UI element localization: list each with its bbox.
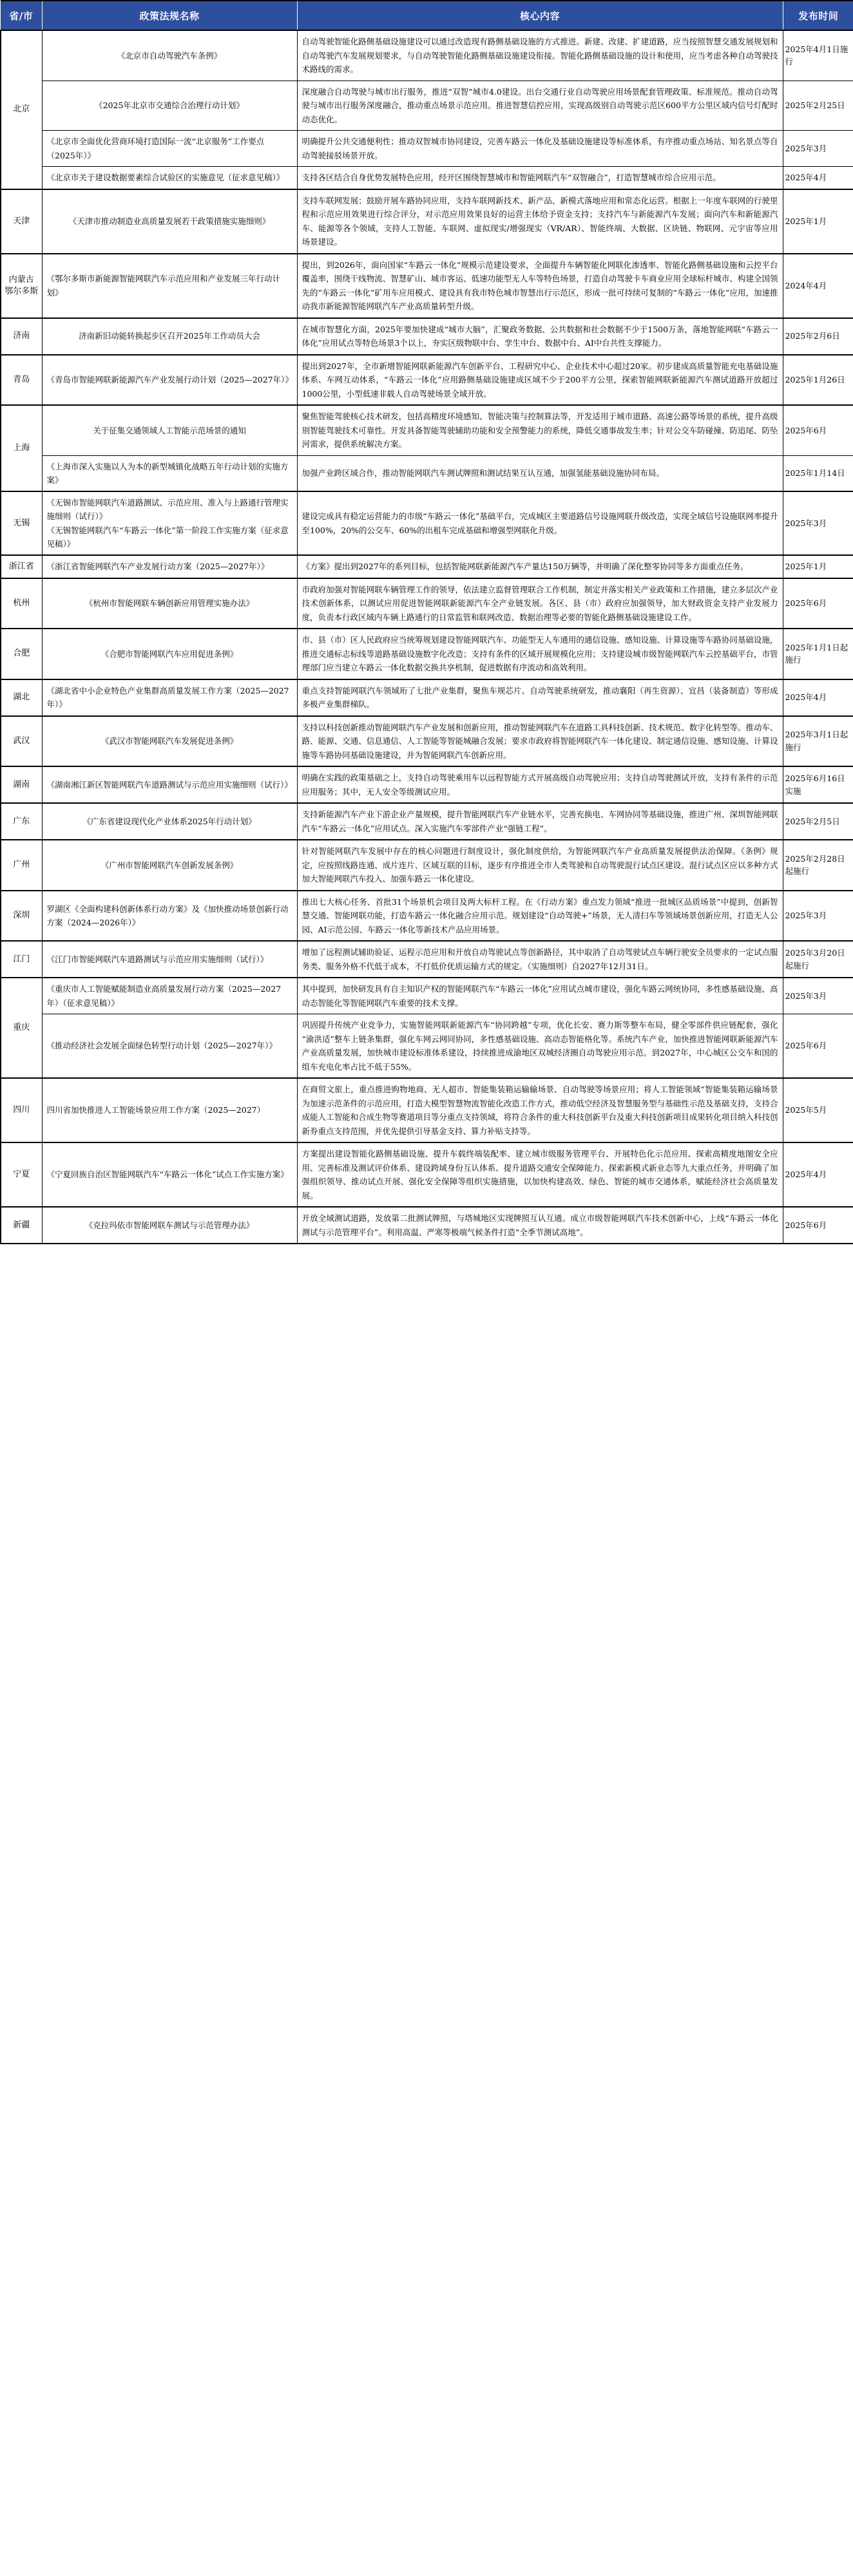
release-time-cell: 2025年1月 — [783, 555, 853, 578]
release-time-cell: 2024年4月 — [783, 254, 853, 318]
policy-name-cell: 济南新旧动能转换起步区召开2025年工作动员大会 — [42, 318, 297, 355]
table-row — [1, 803, 853, 840]
table-header — [1, 1, 853, 30]
table-row — [1, 80, 853, 131]
policy-name-cell: 《武汉市智能网联汽车发展促进条例》 — [42, 716, 297, 767]
policy-name-cell: 《杭州市智能网联车辆创新应用管理实施办法》 — [42, 578, 297, 629]
policy-name-cell: 《浙江省智能网联汽车产业发展行动方案（2025—2027年）》 — [42, 555, 297, 578]
table-row — [1, 405, 853, 455]
table-row — [1, 555, 853, 578]
core-content-cell: 推出七大核心任务、首批31个场景机会项目及两大标杆工程。在《行动方案》重点发力领域“推进一批城区品质场景”中提到，创新智慧交通、智能网联功能，打造车路云一体化融合应用示范。规划建设“自动驾驶+”场景，无人清扫车等领域场景创新应用，打造无人公园、AI示范公园、车路云一体化等新技术产品应用场景。 — [297, 891, 783, 942]
policy-name-cell: 《湖北省中小企业特色产业集群高质量发展工作方案（2025—2027年）》 — [42, 679, 297, 716]
core-content-cell: 其中提到，加快研发具有自主知识产权的智能网联汽车“车路云一体化”应用试点城市建设，强化车路云网统协同，多性感基础设施、高动态智能化等智能网联汽车重要的技术支撑。 — [297, 978, 783, 1014]
province-cell: 北京 — [1, 30, 42, 189]
core-content-cell: 重点支持智能网联汽车领域珩了七批产业集群，聚焦车规芯片、自动驾驶系统研发，推动襄阳（再生资源）、宜昌（装备制造）等形成多极产业集群梯队。 — [297, 679, 783, 716]
province-cell: 上海 — [1, 405, 42, 491]
policy-name-cell: 《重庆市人工智能赋能制造业高质量发展行动方案（2025—2027年）（征求意见稿）》 — [42, 978, 297, 1014]
province-cell: 广东 — [1, 803, 42, 840]
core-content-cell: 在城市智慧化方面，2025年要加快建成“城市大脑”，汇聚政务数据、公共数据和社会数据不少于1500万条，落地智能网联“车路云一体化”应用试点等特色场景3个以上，夯实区级物联中台、孪生中台、数据中台、AI中台共性支撑能力。 — [297, 318, 783, 355]
table-row — [1, 355, 853, 406]
table-row — [1, 318, 853, 355]
province-cell: 新疆 — [1, 1207, 42, 1244]
policy-name-cell: 《江门市智能网联汽车道路测试与示范应用实施细则（试行）》 — [42, 941, 297, 978]
province-cell: 合肥 — [1, 629, 42, 679]
table-row — [1, 578, 853, 629]
table-row — [1, 978, 853, 1014]
release-time-cell: 2025年3月20日起施行 — [783, 941, 853, 978]
table-row — [1, 716, 853, 767]
release-time-cell: 2025年3月 — [783, 978, 853, 1014]
core-content-cell: 方案提出建设智能化路侧基础设施、提升车载终端装配率、建立城市级服务管理平台、开展特色化示范应用、探索高精度地图安全应用、完善标准及测试评价体系、建设跨域身份互认体系、提升道路交通安全保障能力、探索新模式新业态等九大重点任务，并明确了加强组织领导、推动试点开展、强化安全保障等组织实施措施，以加快构建高效、绿色、智能的城市交通体系，赋能经济社会高质量发展。 — [297, 1142, 783, 1207]
policy-name-cell: 《合肥市智能网联汽车应用促进条例》 — [42, 629, 297, 679]
release-time-cell: 2025年2月28日起施行 — [783, 840, 853, 891]
policy-name-cell: 《克拉玛依市智能网联车测试与示范管理办法》 — [42, 1207, 297, 1244]
release-time-cell: 2025年1月14日 — [783, 455, 853, 491]
province-cell: 江门 — [1, 941, 42, 978]
table-row — [1, 189, 853, 254]
core-content-cell: 支持车联网发展；鼓励开展车路协同应用，支持车联网新技术、新产品、新模式落地应用和常态化运营。根据上一年度车联网的行驶里程和示范应用效果进行综合评分，对示范应用效果良好的运营主体给予资金支持；支持汽车与新能源汽车发展；面向汽车和新能源汽车、能源等各个领域，支持人工智能、车联网、虚拟现实/增强现实（VR/AR）、智能终端、大数据、区块链、物联网、元宇宙等应用场景建设。 — [297, 189, 783, 254]
province-cell: 无锡 — [1, 491, 42, 555]
release-time-cell: 2025年1月1日起施行 — [783, 629, 853, 679]
column-header-province: 省/市 — [1, 1, 42, 30]
release-time-cell: 2025年4月 — [783, 679, 853, 716]
release-time-cell: 2025年6月 — [783, 578, 853, 629]
core-content-cell: 开放全域测试道路，发放第二批测试牌照，与塔城地区实现牌照互认互通。成立市级智能网联汽车技术创新中心，上线“车路云一体化测试与示范管理平台”。利用高温、严寒等极端气候条件打造“全季节测试高地”。 — [297, 1207, 783, 1244]
policy-name-cell: 四川省加快推进人工智能场景应用工作方案（2025—2027） — [42, 1078, 297, 1142]
release-time-cell: 2025年2月25日 — [783, 80, 853, 131]
release-time-cell: 2025年6月 — [783, 1014, 853, 1079]
table-row — [1, 840, 853, 891]
core-content-cell: 提出，到2026年，面向国家“车路云一体化”规模示范建设要求，全面提升车辆智能化网联化渗透率、智能化路侧基础设施和云控平台覆盖率，围绕干线物流、智慧矿山、城市客运、低速功能型无人车等特色场景，打造自动驾驶卡车商业应用全球标杆城市、构建全国领先的“车路云一体化”矿用车应用模式、建设具有我市特色城市智慧出行示范区，形成一批可持续可复制的“车路云一体化”应用，加速推动我市新能源智能网联汽车产业高质量转型升级。 — [297, 254, 783, 318]
release-time-cell: 2025年4月 — [783, 1142, 853, 1207]
table-row — [1, 629, 853, 679]
province-cell: 济南 — [1, 318, 42, 355]
table-row — [1, 131, 853, 167]
release-time-cell: 2025年2月5日 — [783, 803, 853, 840]
table-row — [1, 254, 853, 318]
province-cell: 广州 — [1, 840, 42, 891]
column-header-policy-name: 政策法规名称 — [42, 1, 297, 30]
release-time-cell: 2025年6月 — [783, 405, 853, 455]
core-content-cell: 加强产业跨区域合作，推动智能网联汽车测试牌照和测试结果互认互通，加强氢能基础设施协同布局。 — [297, 455, 783, 491]
policy-name-cell: 《2025年北京市交通综合治理行动计划》 — [42, 80, 297, 131]
policy-name-cell: 《湖南湘江新区智能网联汽车道路测试与示范应用实施细则（试行）》 — [42, 766, 297, 803]
policy-name-cell: 关于征集交通领域人工智能示范场景的通知 — [42, 405, 297, 455]
policy-name-cell: 《鄂尔多斯市新能源智能网联汽车示范应用和产业发展三年行动计划》 — [42, 254, 297, 318]
release-time-cell: 2025年2月6日 — [783, 318, 853, 355]
policy-name-cell: 《北京市全面优化营商环境打造国际一流“北京服务”工作要点（2025年）》 — [42, 131, 297, 167]
table-row — [1, 1142, 853, 1207]
core-content-cell: 聚焦智能驾驶核心技术研发，包括高精度环境感知、智能决策与控制算法等，开发适用于城市道路、高速公路等场景的系统，提升高级别智能驾驶技术可靠性。开发具备智能驾驶辅助功能和安全预警能力的系统，降低交通事故发生率；针对公交车防碰撞、防追尾、防坠河需求，提供系统解决方案。 — [297, 405, 783, 455]
table-row — [1, 891, 853, 942]
table-row — [1, 1014, 853, 1079]
table-row — [1, 941, 853, 978]
core-content-cell: 市、县（市）区人民政府应当统筹规划建设智能网联汽车、功能型无人车通用的通信设施、感知设施、计算设施等车路协同基础设施，推进交通标志标线等道路基础设施数字化改造；支持有条件的区域开展规模化应用；支持建设城市级智能网联汽车云控基础平台，市管理部门应当建立车路云一体化数据交换共享机制，促进数据有序流动和高效利用。 — [297, 629, 783, 679]
core-content-cell: 支持各区结合自身优势发展特色应用，经开区围绕智慧城市和智能网联汽车“双智融合”，打造智慧城市综合应用示范。 — [297, 167, 783, 189]
core-content-cell: 支持新能源汽车产业下游企业产量规模，提升智能网联汽车产业链水平，完善充换电、车网协同等基础设施，推进广州、深圳智能网联汽车“车路云一体化”应用试点。深入实施汽车零部件产业“强链工程”。 — [297, 803, 783, 840]
core-content-cell: 明确提升公共交通便利性；推动双智城市协同建设，完善车路云一体化及基础设施建设等标准体系，有序推动重点场站、知名景点等自动驾驶接驳场景开放。 — [297, 131, 783, 167]
province-cell: 湖北 — [1, 679, 42, 716]
province-cell: 青岛 — [1, 355, 42, 406]
core-content-cell: 市政府加强对智能网联车辆管理工作的领导，依法建立监督管理联合工作机制，制定并落实相关产业政策和工作措施，建立多层次产业技术创新体系，以测试应用促进智能网联新能源汽车全产业链发展。各区、县（市）政府应加强领导，加大财政资金支持产业发展力度，负责本行政区域内车辆上路通行的日常监管和联网改造、数据治理等必要的智能化路侧基础设施建设工作。 — [297, 578, 783, 629]
core-content-cell: 提出到2027年，全市新增智能网联新能源汽车创新平台、工程研究中心、企业技术中心超过20家。初步建成高质量智能充电基础设施体系、车网互动体系，“车路云一体化”应用路侧基础设施建成区域不少于200平方公里，探索智能网联新能源汽车测试道路开放超过1000公里，小型低速非载人自动驾驶场景全域开放。 — [297, 355, 783, 406]
policy-name-cell: 《广州市智能网联汽车创新发展条例》 — [42, 840, 297, 891]
release-time-cell: 2025年3月 — [783, 891, 853, 942]
column-header-core-content: 核心内容 — [297, 1, 783, 30]
province-cell: 宁夏 — [1, 1142, 42, 1207]
policy-name-cell: 《上海市深入实施以人为本的新型城镇化战略五年行动计划的实施方案》 — [42, 455, 297, 491]
province-cell: 湖南 — [1, 766, 42, 803]
release-time-cell: 2025年3月1日起施行 — [783, 716, 853, 767]
release-time-cell: 2025年4月 — [783, 167, 853, 189]
policy-name-cell: 罗湖区《全面构建科创新体系行动方案》及《加快推动场景创新行动方案（2024—2026年）》 — [42, 891, 297, 942]
province-cell: 重庆 — [1, 978, 42, 1078]
core-content-cell: 深度融合自动驾驶与城市出行服务，推进“双智”城市4.0建设。出台交通行业自动驾驶应用场景配套管理政策、标准规范。推动自动驾驶与城市出行服务深度融合，推动重点场景示范应用。推进智慧信控应用，实现高级别自动驾驶示范区600平方公里区域内信号灯配时动态优化。 — [297, 80, 783, 131]
policy-name-cell: 《青岛市智能网联新能源汽车产业发展行动计划（2025—2027年）》 — [42, 355, 297, 406]
core-content-cell: 在商贸文旅上，重点推进购物地商、无人超市、智能集装箱运输输场景、自动驾驶等场景应用；将人工智能领域“智能集装箱运输场景为加速示范条件的示范应用，打造大模型智慧物流智能化改造工作方式，推动低空经济及智慧服务型与基础性示范及基础支持，支持合成能人工智能和合成生物等赛道项目等分重点支持领域，将符合条件的重大科技创新平台及重大科技创新项目成果转化项目纳入科技创新券重点支持范围，并优先提供引导基金支持、算力补贴支持等。 — [297, 1078, 783, 1142]
province-cell: 浙江省 — [1, 555, 42, 578]
release-time-cell: 2025年1月 — [783, 189, 853, 254]
table-row — [1, 491, 853, 555]
table-row — [1, 30, 853, 80]
core-content-cell: 《方案》提出到2027年的系列目标，包括智能网联新能源汽车产量达150万辆等，并明确了深化整零协同等多方面重点任务。 — [297, 555, 783, 578]
column-header-release-time: 发布时间 — [783, 1, 853, 30]
release-time-cell: 2025年3月 — [783, 491, 853, 555]
core-content-cell: 增加了远程测试辅助验证、运程示范应用和开放自动驾驶试点等创新路径，其中取消了自动驾驶试点车辆行驶安全员要求的一定试点服务类、服务外格不代低于成本，不打低价优质运输方式的规定。（实施细则）自2027年12月31日。 — [297, 941, 783, 978]
table-row — [1, 679, 853, 716]
core-content-cell: 自动驾驶智能化路侧基础设施建设可以通过改造现有路侧基础设施的方式推进。新建、改建、扩建道路，应当按照智慧交通发展规划和自动驾驶汽车发展规划要求，与自动驾驶智能化路侧基础设施建设衔接。智能化路侧基础设施的设计和使用，应当考虑各种自动驾驶技术路线的需求。 — [297, 30, 783, 80]
policy-regulations-table — [0, 0, 853, 1244]
core-content-cell: 明确在实践的政策基础之上，支持自动驾驶乘用车以远程智能方式开展高级自动驾驶应用；支持自动驾驶测试开放，支持有条件的示范应用服务；其中，无人安全等级测试应用。 — [297, 766, 783, 803]
core-content-cell: 巩固提升传统产业竞争力，实施智能网联新能源汽车“协同跨越”专项，优化长安、赛力斯等整车布局，健全零部件供应链配套，强化“渝洪适”整车上链条集群，强化车网云网同协同，多性感基础设施、高动态智能格化等。系统汽车产业，加快推进智能网联新能源汽车产业高质量发展，加快城市建设标准体系建设，持续推进成渝地区双城经济圈自动驾驶应用示范。到2027年，中心城区公交车和国的组车充电化率占比不低于55%。 — [297, 1014, 783, 1079]
policy-name-cell: 《广东省建设现代化产业体系2025年行动计划》 — [42, 803, 297, 840]
province-cell: 深圳 — [1, 891, 42, 942]
province-cell: 杭州 — [1, 578, 42, 629]
table-row — [1, 455, 853, 491]
release-time-cell: 2025年4月1日施行 — [783, 30, 853, 80]
policy-name-cell: 《北京市关于建设数据要素综合试验区的实施意见（征求意见稿）》 — [42, 167, 297, 189]
release-time-cell: 2025年1月26日 — [783, 355, 853, 406]
table-row — [1, 766, 853, 803]
province-cell: 四川 — [1, 1078, 42, 1142]
core-content-cell: 建设完成具有稳定运营能力的市级“车路云一体化”基础平台，完成城区主要道路信号设施网联升级改造，实现全域信号设施联网率提升至100%，20%的公交车、60%的出租车完成基础和增强型网联化升级。 — [297, 491, 783, 555]
province-cell: 天津 — [1, 189, 42, 254]
release-time-cell: 2025年3月 — [783, 131, 853, 167]
policy-name-cell: 《无锡市智能网联汽车道路测试、示范应用、准入与上路通行管理实施细则（试行）》 《无锡智能网联汽车“车路云一体化”第一阶段工作实施方案（征求意见稿）》 — [42, 491, 297, 555]
province-cell: 内蒙古 鄂尔多斯 — [1, 254, 42, 318]
release-time-cell: 2025年6月16日实施 — [783, 766, 853, 803]
table-row — [1, 167, 853, 189]
core-content-cell: 支持以科技创新推动智能网联汽车产业发展和创新应用，推动智能网联汽车在道路工具科技创新、技术规范、数字化转型等。推动车、路、能源、交通、信息通信、人工智能等智能城融合发展；要求市政府将智能网联汽车一体化建设、制定通信设施、感知设施、计算设施等车路协同基础设施建设，并为智能网联汽车创新应用。 — [297, 716, 783, 767]
province-cell: 武汉 — [1, 716, 42, 767]
release-time-cell: 2025年5月 — [783, 1078, 853, 1142]
policy-name-cell: 《宁夏回族自治区智能网联汽车“车路云一体化”试点工作实施方案》 — [42, 1142, 297, 1207]
policy-name-cell: 《北京市自动驾驶汽车条例》 — [42, 30, 297, 80]
table-row — [1, 1207, 853, 1244]
core-content-cell: 针对智能网联汽车发展中存在的核心问题进行制度设计，强化制度供给，为智能网联汽车产业高质量发展提供法治保障。《条例》规定，应按照线路连通、成片连片、区域互联的目标，逐步有序推进全市人类驾驶和自动驾驶混行试点区建设。混行试点区应以多种方式加大智能网联汽车投入、加强车路云一体化建设。 — [297, 840, 783, 891]
policy-name-cell: 《天津市推动制造业高质量发展若干政策措施实施细则》 — [42, 189, 297, 254]
policy-name-cell: 《推动经济社会发展全面绿色转型行动计划（2025—2027年）》 — [42, 1014, 297, 1079]
table-body — [1, 30, 853, 1244]
header-row — [1, 1, 853, 30]
release-time-cell: 2025年6月 — [783, 1207, 853, 1244]
table-row — [1, 1078, 853, 1142]
